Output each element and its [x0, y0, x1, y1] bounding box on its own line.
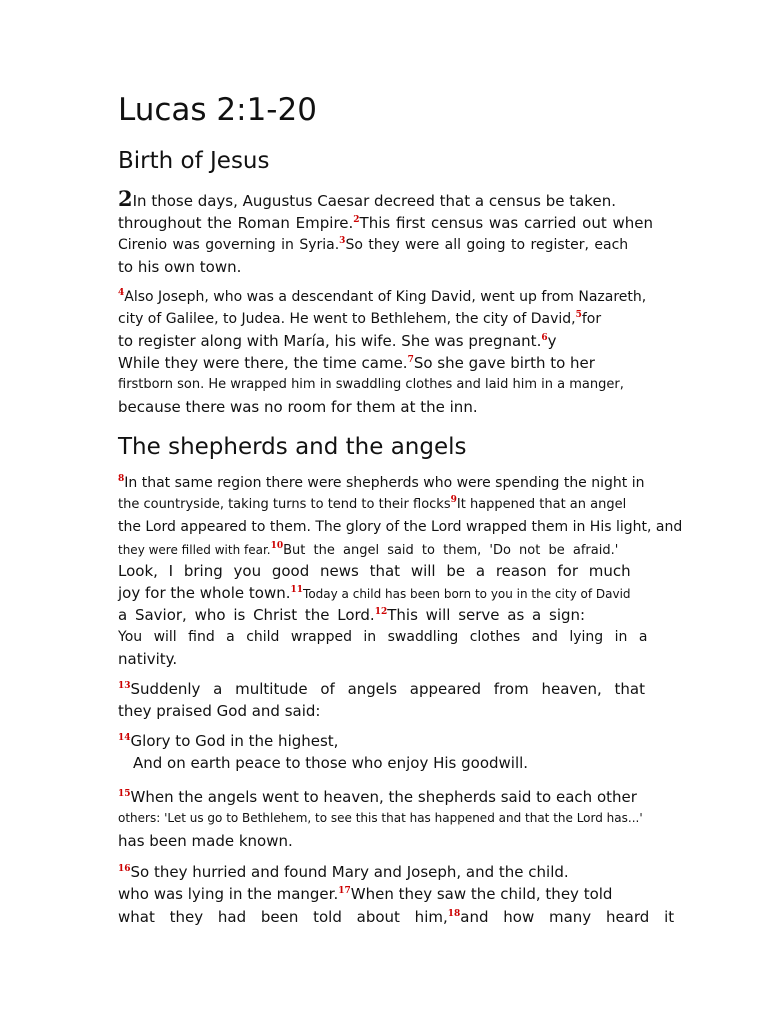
verse-number: 13 — [118, 681, 131, 691]
text-line: 2In those days, Augustus Caesar decreed that a census be taken. — [118, 186, 616, 211]
text-line: throughout the Roman Empire.$^2$This first census was carried out when — [118, 214, 654, 232]
text-line: because there was no room for them at the inn. — [118, 398, 478, 416]
text-line: And on earth peace to those who enjoy His goodwill. — [133, 754, 529, 772]
verse-number: 2 — [353, 215, 360, 225]
verse-number: 16 — [118, 864, 131, 874]
verse-number: 6 — [541, 333, 548, 343]
text-line: they praised God and said: — [118, 702, 321, 720]
text-line: others: 'Let us go to Bethlehem, to see this that has happened and that the Lord has...' — [118, 811, 643, 825]
text-line: $^8$In that same region there were shepherds who were spending the night in — [118, 474, 645, 491]
text-line: has been made known. — [118, 832, 293, 850]
verse-number: 17 — [338, 886, 351, 896]
text-line: who was lying in the manger.$^{17}$When they saw the child, they told — [118, 885, 613, 903]
page-title: Lucas 2:1-20 — [118, 92, 317, 128]
verse-number: 9 — [450, 495, 457, 505]
text-line: $^{16}$So they hurried and found Mary and Joseph, and the child. — [118, 863, 569, 881]
text-line: Cirenio was governing in Syria.$^3$So they were all going to register, each — [118, 236, 629, 253]
verse-number: 5 — [575, 310, 582, 320]
verse-number: 11 — [290, 585, 304, 595]
text-line: the Lord appeared to them. The glory of the Lord wrapped them in His light, and — [118, 519, 683, 535]
text-line: to his own town. — [118, 258, 242, 276]
text-line: joy for the whole town.$^{11}$Today a child has been born to you in the city of David — [118, 584, 631, 602]
text-line: $^{13}$Suddenly a multitude of angels appeared from heaven, that — [118, 680, 645, 698]
text-line: to register along with María, his wife. She was pregnant.$^6$y — [118, 332, 557, 350]
verse-number: 18 — [447, 909, 461, 919]
verse-number: 12 — [374, 607, 388, 617]
text-line: city of Galilee, to Judea. He went to Bethlehem, the city of David,$^5$for — [118, 310, 602, 327]
text-line: While they were there, the time came.$^7$So she gave birth to her — [118, 354, 595, 372]
text-line: $^{15}$When the angels went to heaven, the shepherds said to each other — [118, 788, 637, 806]
text-line: they were filled with fear.$^{10}$But the angel said to them, 'Do not be afraid.' — [118, 541, 619, 558]
text-line: Look, I bring you good news that will be a reason for much — [118, 562, 631, 580]
text-line: $^4$Also Joseph, who was a descendant of King David, went up from Nazareth, — [118, 288, 647, 305]
text-line: the countryside, taking turns to tend to their flocks$^9$It happened that an angel — [118, 495, 627, 512]
verse-number: 10 — [270, 541, 284, 551]
verse-number: 7 — [407, 355, 414, 365]
text-line: nativity. — [118, 650, 178, 668]
chapter-number: 2 — [118, 186, 133, 211]
section-heading-birth: Birth of Jesus — [118, 148, 270, 174]
verse-number: 15 — [118, 789, 131, 799]
section-heading-shepherds: The shepherds and the angels — [118, 434, 467, 460]
text-line: $^{14}$Glory to God in the highest, — [118, 732, 339, 750]
verse-number: 4 — [118, 288, 125, 298]
verse-number: 3 — [339, 236, 346, 246]
text-line: what they had been told about him,$^{18}$and how many heard it — [118, 908, 675, 926]
verse-number: 8 — [118, 474, 125, 484]
text-line: firstborn son. He wrapped him in swaddling clothes and laid him in a manger, — [118, 377, 624, 392]
text-line: You will find a child wrapped in swaddling clothes and lying in a — [118, 629, 648, 645]
verse-number: 14 — [118, 733, 131, 743]
text-line: a Savior, who is Christ the Lord.$^{12}$This will serve as a sign: — [118, 606, 586, 624]
